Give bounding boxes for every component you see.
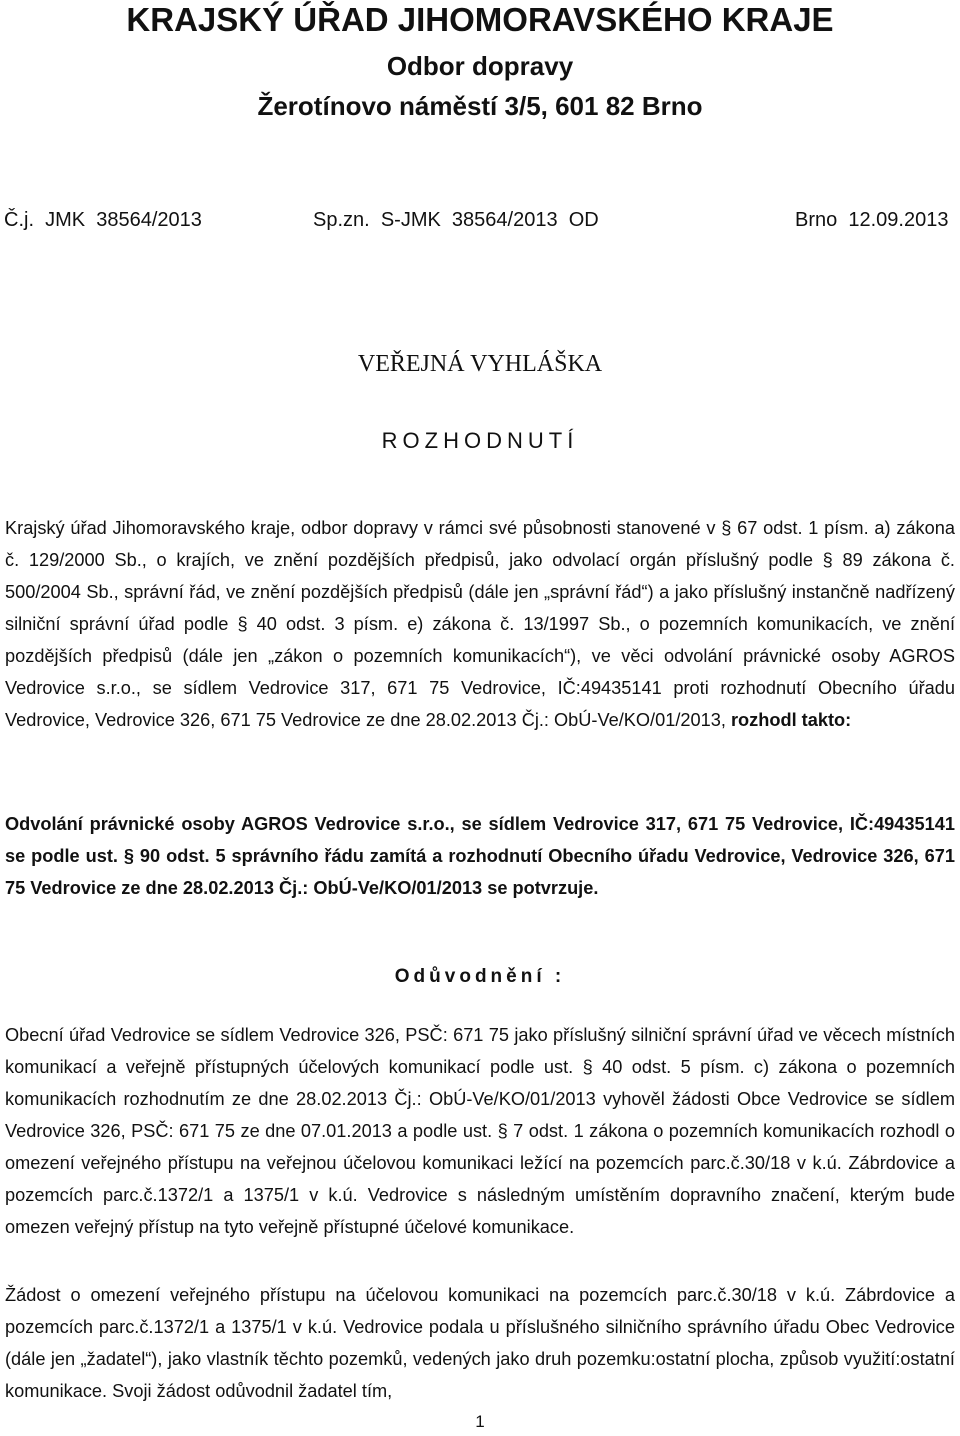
verdict-paragraph: Odvolání právnické osoby AGROS Vedrovice s.r.o., se sídlem Vedrovice 317, 671 75 Vedrovice, IČ:49435141 se podle ust. § 90 odst. 5 správního řádu zamítá a rozhodnutí Obecního úřadu Vedrovice, Vedrovice 326, 671 75 Vedrovice ze dne 28.02.2013 Čj.: ObÚ-Ve/KO/01/2013 se potvrzuje.	[5, 814, 955, 898]
page-number: 1	[475, 1412, 485, 1431]
document-date: Brno 12.09.2013	[795, 209, 949, 231]
intro-paragraph	[5, 512, 955, 736]
reference-number: Č.j. JMK 38564/2013	[4, 209, 202, 231]
office-address: Žerotínovo náměstí 3/5, 601 82 Brno	[257, 91, 703, 121]
intro-conclusion: rozhodl takto:	[730, 710, 852, 730]
reasoning-paragraph-1: Obecní úřad Vedrovice se sídlem Vedrovice 326, PSČ: 671 75 jako příslušný silniční správní úřad ve věcech místních komunikací a veřejně přístupných účelových komunikací podle ust. § 40 odst. 5 písm. c) zákona o pozemních komunikacích rozhodnutím ze dne 28.02.2013 Čj.: ObÚ-Ve/KO/01/2013 vyhověl žádosti Obce Vedrovice se sídlem Vedrovice 326, PSČ: 671 75 ze dne 07.01.2013 a podle ust. § 7 odst. 1 zákona o pozemních komunikacích rozhodl o omezení veřejného přístupu na veřejnou účelovou komunikaci ležící na pozemcích parc.č.30/18 v k.ú. Zábrdovice a pozemcích parc.č.1372/1 a 1375/1 v k.ú. Vedrovice s následným umístěním dopravního značení, kterým bude omezen veřejný přístup na tyto veřejně přístupné účelové komunikace.	[5, 1025, 955, 1237]
public-notice-title: VEŘEJNÁ VYHLÁŠKA	[357, 351, 603, 377]
department-title: Odbor dopravy	[386, 51, 574, 81]
decision-title: ROZHODNUTÍ	[381, 428, 579, 453]
reasoning-heading: Odůvodnění :	[394, 966, 566, 987]
reference-line	[0, 205, 960, 235]
office-title: KRAJSKÝ ÚŘAD JIHOMORAVSKÉHO KRAJE	[126, 1, 834, 38]
reasoning-paragraph-2: Žádost o omezení veřejného přístupu na účelovou komunikaci na pozemcích parc.č.30/18 v k.ú. Zábrdovice a pozemcích parc.č.1372/1 a 1375/1 v k.ú. Vedrovice podala u příslušného silničního správního úřadu Obec Vedrovice (dále jen „žadatel“), jako vlastník těchto pozemků, vedených jako druh pozemku:ostatní plocha, způsob využití:ostatní komunikace. Svoji žádost odůvodnil žadatel tím,	[5, 1285, 955, 1401]
file-mark: Sp.zn. S-JMK 38564/2013 OD	[313, 209, 599, 231]
intro-text: Krajský úřad Jihomoravského kraje, odbor dopravy v rámci své působnosti stanovené v § 67 odst. 1 písm. a) zákona č. 129/2000 Sb., o krajích, ve znění pozdějších předpisů, jako odvolací orgán příslušný podle § 89 zákona č. 500/2004 Sb., správní řád, ve znění pozdějších předpisů (dále jen „správní řád“) a jako příslušný instančně nadřízený silniční správní úřad podle § 40 odst. 3 písm. e) zákona č. 13/1997 Sb., o pozemních komunikacích, ve znění pozdějších předpisů (dále jen „zákon o pozemních komunikacích“), ve věci odvolání právnické osoby AGROS Vedrovice s.r.o., se sídlem Vedrovice 317, 671 75 Vedrovice, IČ:49435141 proti rozhodnutí Obecního úřadu Vedrovice, Vedrovice 326, 671 75 Vedrovice ze dne 28.02.2013 Čj.: ObÚ-Ve/KO/01/2013,	[5, 518, 955, 730]
